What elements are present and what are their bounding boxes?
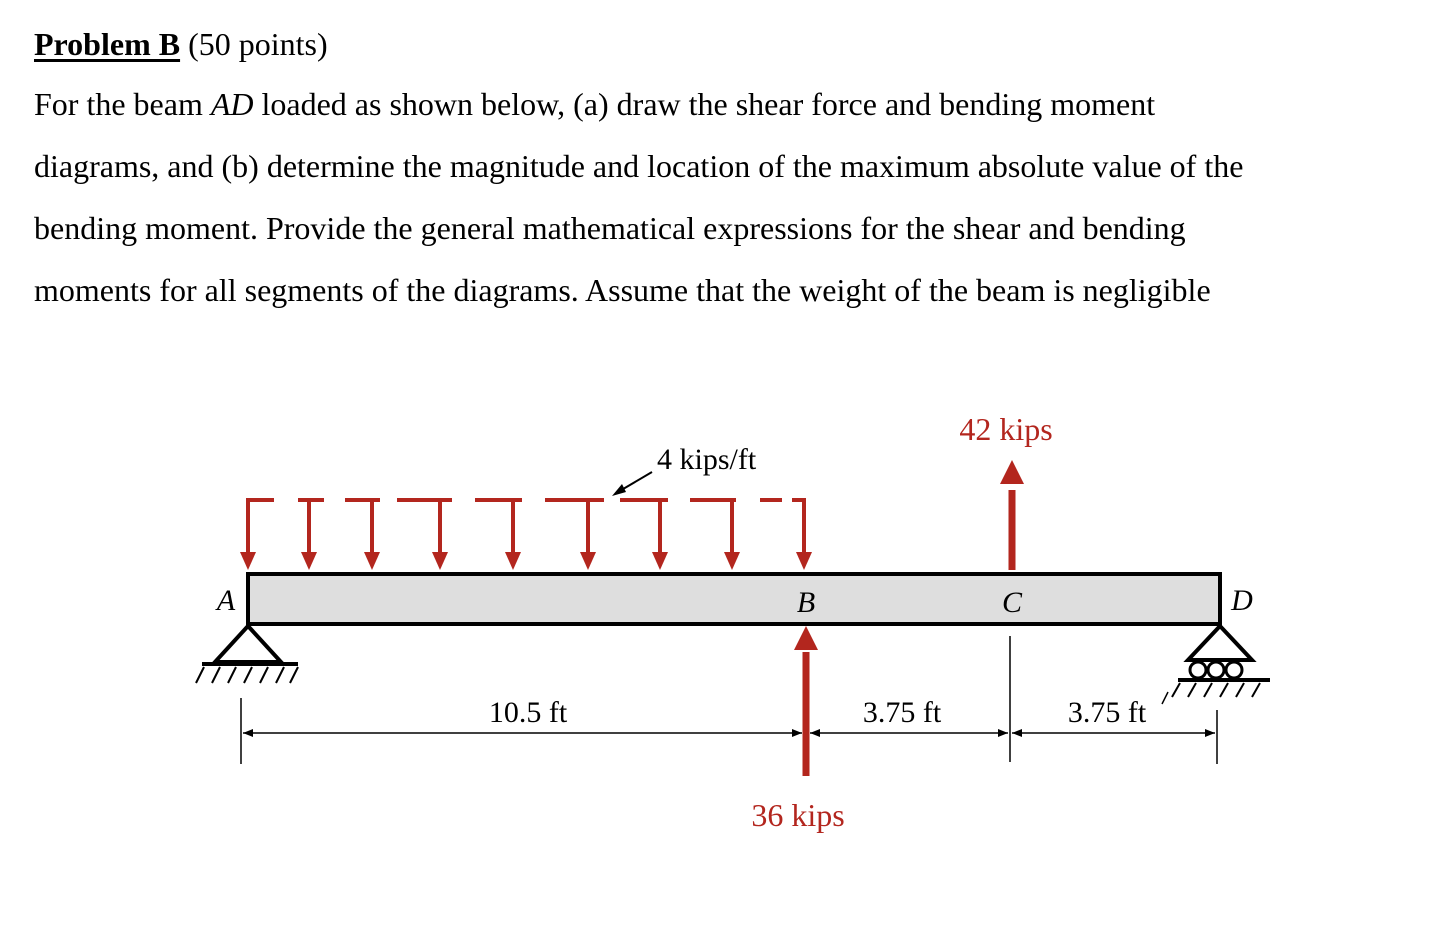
distributed-load-arrows: [240, 500, 812, 570]
dimension-cd-label: 3.75 ft: [1067, 696, 1147, 729]
pin-support-hatching: [196, 667, 298, 683]
roller-support-hatching: [1172, 683, 1260, 697]
load-arrowhead: [796, 552, 812, 570]
load-arrowhead: [301, 552, 317, 570]
load-label-leader-arrowhead: [612, 484, 626, 496]
dimension-ab-label: 10.5 ft: [488, 696, 568, 729]
load-arrowhead: [432, 552, 448, 570]
point-load-b: [794, 626, 818, 776]
load-c-arrowhead: [1000, 460, 1024, 484]
roller-wheel: [1190, 662, 1206, 678]
problem-label: Problem B: [34, 26, 181, 62]
point-label-d: D: [1231, 584, 1253, 617]
roller-wheel: [1208, 662, 1224, 678]
load-b-label: 36 kips: [751, 797, 845, 833]
roller-support-triangle: [1188, 626, 1252, 660]
load-b-arrowhead: [794, 626, 818, 650]
problem-points: (50 points): [180, 26, 328, 62]
statement-line-4: moments for all segments of the diagrams. Assume that the weight of the beam is negligible: [34, 272, 1211, 308]
beam-name: AD: [210, 86, 254, 122]
roller-wheel: [1226, 662, 1242, 678]
point-label-c: C: [1001, 586, 1023, 619]
roller-support-d: [1178, 626, 1270, 680]
load-arrowhead: [505, 552, 521, 570]
statement-line-2: diagrams, and (b) determine the magnitude and location of the maximum absolute value of the: [34, 148, 1244, 184]
distributed-load-label: 4 kips/ft: [657, 443, 757, 476]
pin-support-a: [202, 626, 298, 664]
load-c-label: 42 kips: [959, 411, 1053, 447]
load-arrowhead: [240, 552, 256, 570]
dimension-bc-label: 3.75 ft: [862, 696, 942, 729]
load-arrowhead: [364, 552, 380, 570]
dimension-ft-leader: [1162, 692, 1168, 704]
point-load-c: [1000, 460, 1024, 570]
load-arrowhead: [652, 552, 668, 570]
point-label-a: A: [216, 584, 236, 617]
statement-line-1-pre: For the beam: [34, 86, 211, 122]
beam: [248, 574, 1220, 624]
load-arrowhead: [724, 552, 740, 570]
pin-support-triangle: [215, 626, 281, 662]
load-arrowhead: [580, 552, 596, 570]
point-label-b: B: [796, 586, 816, 619]
statement-line-1-post: loaded as shown below, (a) draw the shear force and bending moment: [253, 86, 1156, 122]
statement-line-3: bending moment. Provide the general mathematical expressions for the shear and bending: [34, 210, 1186, 246]
